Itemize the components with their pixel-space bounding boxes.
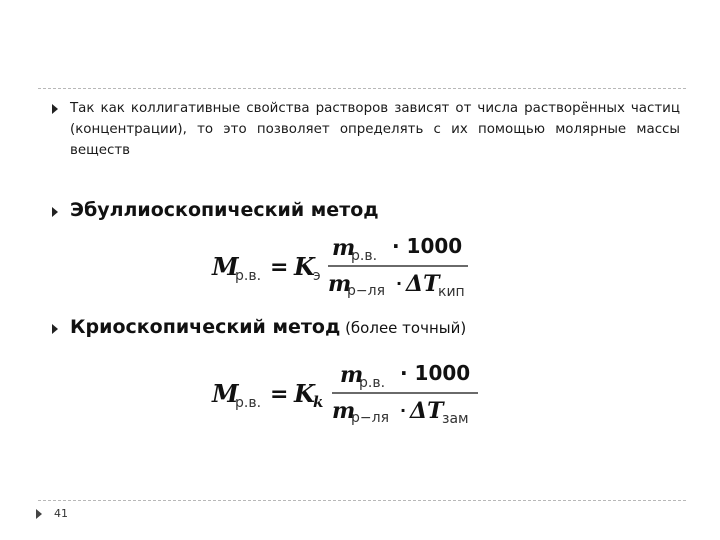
cryoscopy-formula [210, 359, 490, 429]
cryoscopy-heading-title: Криоскопический метод [70, 316, 341, 338]
cryoscopy-heading-note: (более точный) [340, 319, 467, 337]
formula-coef-sub: э [313, 268, 321, 284]
formula-den-dot: · [396, 274, 403, 293]
formula-coef-sub: k [313, 393, 324, 411]
formula-den-delta-sub: зам [442, 411, 469, 427]
formula-num-factor: · 1000 [392, 234, 463, 258]
formula-den-var: m [328, 271, 352, 297]
formula-den-var: m [332, 398, 356, 424]
formula-coef: K [294, 252, 315, 281]
formula-coef: K [294, 379, 315, 408]
formula-num-factor: · 1000 [400, 361, 471, 385]
ebullioscopy-formula [210, 232, 480, 300]
formula-num-sub: р.в. [351, 248, 378, 264]
formula-den-delta: ΔT [410, 398, 444, 424]
bottom-divider [38, 500, 686, 501]
page-number: 41 [54, 507, 68, 520]
intro-paragraph: Так как коллигативные свойства растворов зависят от числа растворённых частиц (концентрации), то это позволяет определять с их помощью молярные массы веществ [70, 101, 680, 158]
formula-lhs-sub: р.в. [235, 395, 262, 411]
formula-equals: = [270, 255, 289, 280]
top-divider [38, 88, 686, 89]
triangle-right-icon [52, 324, 58, 334]
formula-num-sub: р.в. [359, 375, 386, 391]
formula-num-var: m [340, 362, 364, 388]
formula-lhs: M [212, 379, 239, 408]
formula-den-sub: р−ля [351, 410, 389, 426]
formula-num-var: m [332, 235, 356, 261]
formula-equals: = [270, 382, 289, 407]
triangle-right-icon [52, 207, 58, 217]
formula-den-dot: · [400, 401, 407, 420]
ebullioscopy-heading: Эбуллиоскопический метод [70, 199, 379, 221]
formula-den-delta: ΔT [406, 271, 440, 297]
formula-den-delta-sub: кип [438, 284, 465, 300]
formula-lhs: M [212, 252, 239, 281]
formula-lhs-sub: р.в. [235, 268, 262, 284]
formula-den-sub: р−ля [347, 283, 385, 299]
cryoscopy-heading [70, 316, 466, 338]
triangle-right-icon [52, 104, 58, 114]
triangle-right-icon [36, 509, 42, 519]
